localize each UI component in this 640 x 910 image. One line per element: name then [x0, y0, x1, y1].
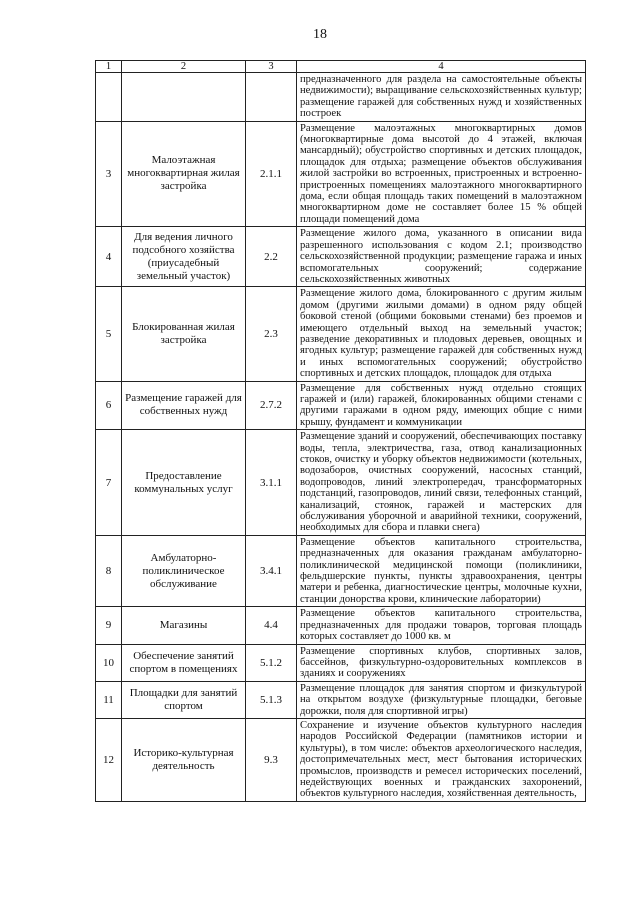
row-number: 5 — [96, 287, 122, 381]
table-row — [96, 381, 586, 430]
use-type-code: 2.2 — [246, 227, 297, 287]
header-row — [96, 61, 586, 73]
use-type-description: Сохранение и изучение объектов культурного наследия народов Российской Федерации (памятников истории и культуры), в том числе: объектов археологического наследия, достопримечательных мест, мест бытования исторических промыслов, производств и ремесел исторических поселений, недействующих военных и гражданских захоронений, объектов культурного наследия, хозяйственная деятельность, — [297, 718, 586, 801]
page-number: 18 — [313, 27, 327, 42]
use-type-code: 5.1.2 — [246, 644, 297, 681]
row-number: 12 — [96, 718, 122, 801]
use-type-description: Размещение малоэтажных многоквартирных домов (многоквартирные дома высотой до 4 этажей, включая мансардный); обустройство спортивных и детских площадок, площадок для отдыха; размещение объектов обслуживания жилой застройки во встроенных, пристроенных и встроенно-пристроенных помещениях малоэтажного многоквартирного дома, если общая площадь таких помещений в малоэтажном многоквартирном доме не составляет более 15 % общей площади помещений дома — [297, 121, 586, 227]
row-number: 6 — [96, 381, 122, 430]
row-number: 9 — [96, 607, 122, 644]
use-type-code: 5.1.3 — [246, 681, 297, 718]
use-type-description: Размещение жилого дома, блокированного с другим жилым домом (другими жилыми домами) в одном ряду общей боковой стеной (общими боковыми стенами) без проемов и имеющего отдельный выход на земельный участок; разведение декоративных и плодовых деревьев, овощных и ягодных культур; размещение гаражей для собственных нужд и иных вспомогательных сооружений; обустройство спортивных и детских площадок, площадок для отдыха — [297, 287, 586, 381]
row-number: 8 — [96, 535, 122, 606]
use-type-code — [246, 73, 297, 122]
use-type-name: Для ведения личного подсобного хозяйства (приусадебный земельный участок) — [122, 227, 246, 287]
row-number: 7 — [96, 430, 122, 536]
use-type-code: 9.3 — [246, 718, 297, 801]
use-type-name: Магазины — [122, 607, 246, 644]
use-type-description: Размещение площадок для занятия спортом и физкультурой на открытом воздухе (физкультурные площадки, беговые дорожки, поля для спортивной игры) — [297, 681, 586, 718]
use-type-name: Блокированная жилая застройка — [122, 287, 246, 381]
table-row — [96, 607, 586, 644]
header-cell-2: 2 — [122, 61, 246, 73]
use-type-name: Малоэтажная многоквартирная жилая застройка — [122, 121, 246, 227]
row-number — [96, 73, 122, 122]
use-type-name: Предоставление коммунальных услуг — [122, 430, 246, 536]
use-type-code: 3.4.1 — [246, 535, 297, 606]
row-number: 3 — [96, 121, 122, 227]
use-type-name: Историко-культурная деятельность — [122, 718, 246, 801]
table-row — [96, 430, 586, 536]
use-type-description: Размещение для собственных нужд отдельно стоящих гаражей и (или) гаражей, блокированных общими стенами с другими гаражами в одном ряду, имеющих общие с ними крышу, фундамент и коммуникации — [297, 381, 586, 430]
use-type-code: 3.1.1 — [246, 430, 297, 536]
use-type-name: Площадки для занятий спортом — [122, 681, 246, 718]
use-type-code: 4.4 — [246, 607, 297, 644]
use-type-description: предназначенного для раздела на самостоятельные объекты недвижимости); выращивание сельскохозяйственных культур; размещение гаражей для собственных нужд и хозяйственных построек — [297, 73, 586, 122]
use-type-description: Размещение жилого дома, указанного в описании вида разрешенного использования с кодом 2.1; производство сельскохозяйственной продукции; размещение гаража и иных вспомогательных сооружений; содержание сельскохозяйственных животных — [297, 227, 586, 287]
use-type-name: Амбулаторно-поликлиническое обслуживание — [122, 535, 246, 606]
table-row — [96, 718, 586, 801]
table-row — [96, 535, 586, 606]
header-cell-3: 3 — [246, 61, 297, 73]
use-type-code: 2.7.2 — [246, 381, 297, 430]
table-row — [96, 681, 586, 718]
use-type-description: Размещение объектов капитального строительства, предназначенных для оказания гражданам амбулаторно-поликлинической медицинской помощи (поликлиники, фельдшерские пункты, пункты здравоохранения, центры матери и ребенка, диагностические центры, молочные кухни, станции донорства крови, клинические лаборатории) — [297, 535, 586, 606]
use-type-description: Размещение зданий и сооружений, обеспечивающих поставку воды, тепла, электричества, газа, отвод канализационных стоков, очистку и уборку объектов недвижимости (котельных, водозаборов, очистных сооружений, насосных станций, водопроводов, линий электропередач, трансформаторных подстанций, газопроводов, линий связи, телефонных станций, канализаций, стоянок, гаражей и мастерских для обслуживания уборочной и аварийной техники, сооружений, необходимых для сбора и плавки снега) — [297, 430, 586, 536]
row-number: 4 — [96, 227, 122, 287]
land-use-table — [95, 60, 586, 802]
use-type-name: Размещение гаражей для собственных нужд — [122, 381, 246, 430]
row-number: 11 — [96, 681, 122, 718]
table-row — [96, 121, 586, 227]
row-number: 10 — [96, 644, 122, 681]
use-type-code: 2.1.1 — [246, 121, 297, 227]
header-cell-4: 4 — [297, 61, 586, 73]
table-body — [96, 61, 586, 802]
use-type-name — [122, 73, 246, 122]
use-type-description: Размещение объектов капитального строительства, предназначенных для продажи товаров, торговая площадь которых составляет до 1000 кв. м — [297, 607, 586, 644]
table-row — [96, 287, 586, 381]
use-type-code: 2.3 — [246, 287, 297, 381]
table-row — [96, 73, 586, 122]
header-cell-1: 1 — [96, 61, 122, 73]
use-type-name: Обеспечение занятий спортом в помещениях — [122, 644, 246, 681]
use-type-description: Размещение спортивных клубов, спортивных залов, бассейнов, физкультурно-оздоровительных комплексов в зданиях и сооружениях — [297, 644, 586, 681]
table-row — [96, 227, 586, 287]
table-row — [96, 644, 586, 681]
